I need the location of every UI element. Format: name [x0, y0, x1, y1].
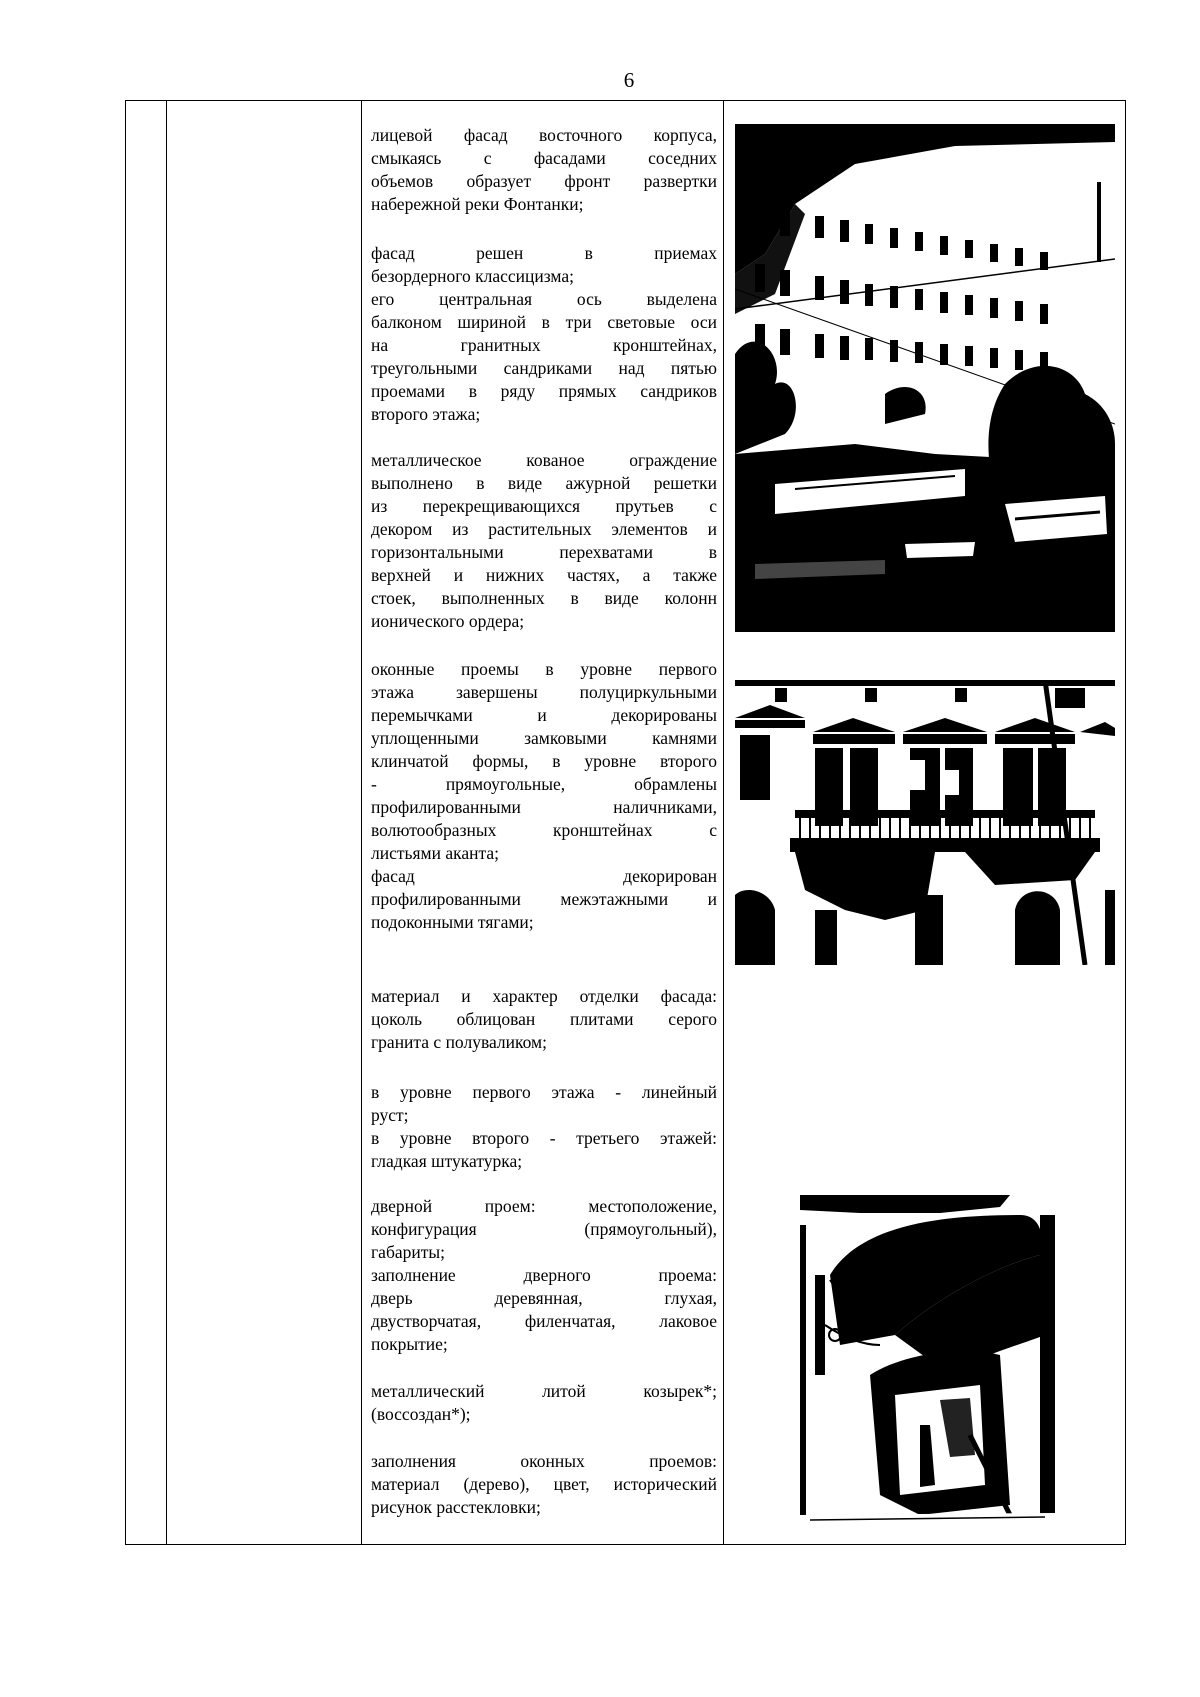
- paragraph: [371, 449, 717, 633]
- balcony-detail-photo: [735, 680, 1115, 965]
- text-line: двустворчатая, филенчатая, лаковое: [371, 1311, 717, 1331]
- paragraph: [371, 242, 717, 288]
- text-line: профилированными наличниками,: [371, 797, 717, 817]
- text-line: покрытие;: [371, 1334, 448, 1354]
- text-line: перемычками и декорированы: [371, 705, 717, 725]
- text-line: волютообразных кронштейнах с: [371, 820, 717, 840]
- text-line: дверь деревянная, глухая,: [371, 1288, 717, 1308]
- text-line: гладкая штукатурка;: [371, 1151, 523, 1171]
- text-line: клинчатой формы, в уровне второго: [371, 751, 717, 771]
- text-line: материал (дерево), цвет, исторический: [371, 1474, 717, 1494]
- text-line: объемов образует фронт развертки: [371, 171, 717, 191]
- text-line: стоек, выполненных в виде колонн: [371, 588, 717, 608]
- paragraph: [371, 658, 717, 865]
- text-line: ионического ордера;: [371, 611, 525, 631]
- text-line: фасад решен в приемах: [371, 243, 717, 263]
- text-line: - прямоугольные, обрамлены: [371, 774, 717, 794]
- column-divider-2: [361, 101, 362, 1544]
- text-line: на гранитных кронштейнах,: [371, 335, 717, 355]
- text-line: набережной реки Фонтанки;: [371, 194, 584, 214]
- text-line: его центральная ось выделена: [371, 289, 717, 309]
- text-line: листьями аканта;: [371, 843, 499, 863]
- paragraph: [371, 124, 717, 216]
- text-line: (воссоздан*);: [371, 1404, 471, 1424]
- text-line: габариты;: [371, 1242, 445, 1262]
- text-line: второго этажа;: [371, 404, 481, 424]
- text-line: балконом шириной в три световые оси: [371, 312, 717, 332]
- text-line: дверной проем: местоположение,: [371, 1196, 717, 1216]
- text-line: руст;: [371, 1105, 409, 1125]
- text-line: лицевой фасад восточного корпуса,: [371, 125, 717, 145]
- text-line: этажа завершены полуциркульными: [371, 682, 717, 702]
- text-line: треугольными сандриками над пятью: [371, 358, 717, 378]
- text-line: гранита с полуваликом;: [371, 1032, 547, 1052]
- text-line: металлический литой козырек*;: [371, 1381, 717, 1401]
- page-number: 6: [623, 68, 635, 92]
- text-line: проемами в ряду прямых сандриков: [371, 381, 717, 401]
- text-line: профилированными межэтажными и: [371, 889, 717, 909]
- text-line: заполнения оконных проемов:: [371, 1451, 717, 1471]
- entrance-canopy-photo: [800, 1195, 1055, 1540]
- column-divider-3: [723, 101, 724, 1544]
- facade-embankment-photo: [735, 124, 1115, 632]
- paragraph: [371, 1380, 717, 1426]
- paragraph: [371, 1195, 717, 1264]
- text-line: материал и характер отделки фасада:: [371, 986, 717, 1006]
- text-line: безордерного классицизма;: [371, 266, 575, 286]
- paragraph: [371, 288, 717, 426]
- text-line: фасад декорирован: [371, 866, 717, 886]
- text-line: уплощенными замковыми камнями: [371, 728, 717, 748]
- text-line: оконные проемы в уровне первого: [371, 659, 717, 679]
- text-line: смыкаясь с фасадами соседних: [371, 148, 717, 168]
- paragraph: [371, 1264, 717, 1356]
- text-line: в уровне второго - третьего этажей:: [371, 1128, 717, 1148]
- text-line: рисунок расстекловки;: [371, 1497, 541, 1517]
- text-line: конфигурация (прямоугольный),: [371, 1219, 717, 1239]
- text-line: цоколь облицован плитами серого: [371, 1009, 717, 1029]
- text-line: горизонтальными перехватами в: [371, 542, 717, 562]
- text-line: из перекрещивающихся прутьев с: [371, 496, 717, 516]
- column-divider-1: [166, 101, 167, 1544]
- text-line: металлическое кованое ограждение: [371, 450, 717, 470]
- text-line: подоконными тягами;: [371, 912, 534, 932]
- text-line: декором из растительных элементов и: [371, 519, 717, 539]
- text-line: заполнение дверного проема:: [371, 1265, 717, 1285]
- text-line: верхней и нижних частях, а также: [371, 565, 717, 585]
- paragraph: [371, 1081, 717, 1127]
- paragraph: [371, 1127, 717, 1173]
- text-line: в уровне первого этажа - линейный: [371, 1082, 717, 1102]
- paragraph: [371, 985, 717, 1054]
- text-line: выполнено в виде ажурной решетки: [371, 473, 717, 493]
- paragraph: [371, 1450, 717, 1519]
- paragraph: [371, 865, 717, 934]
